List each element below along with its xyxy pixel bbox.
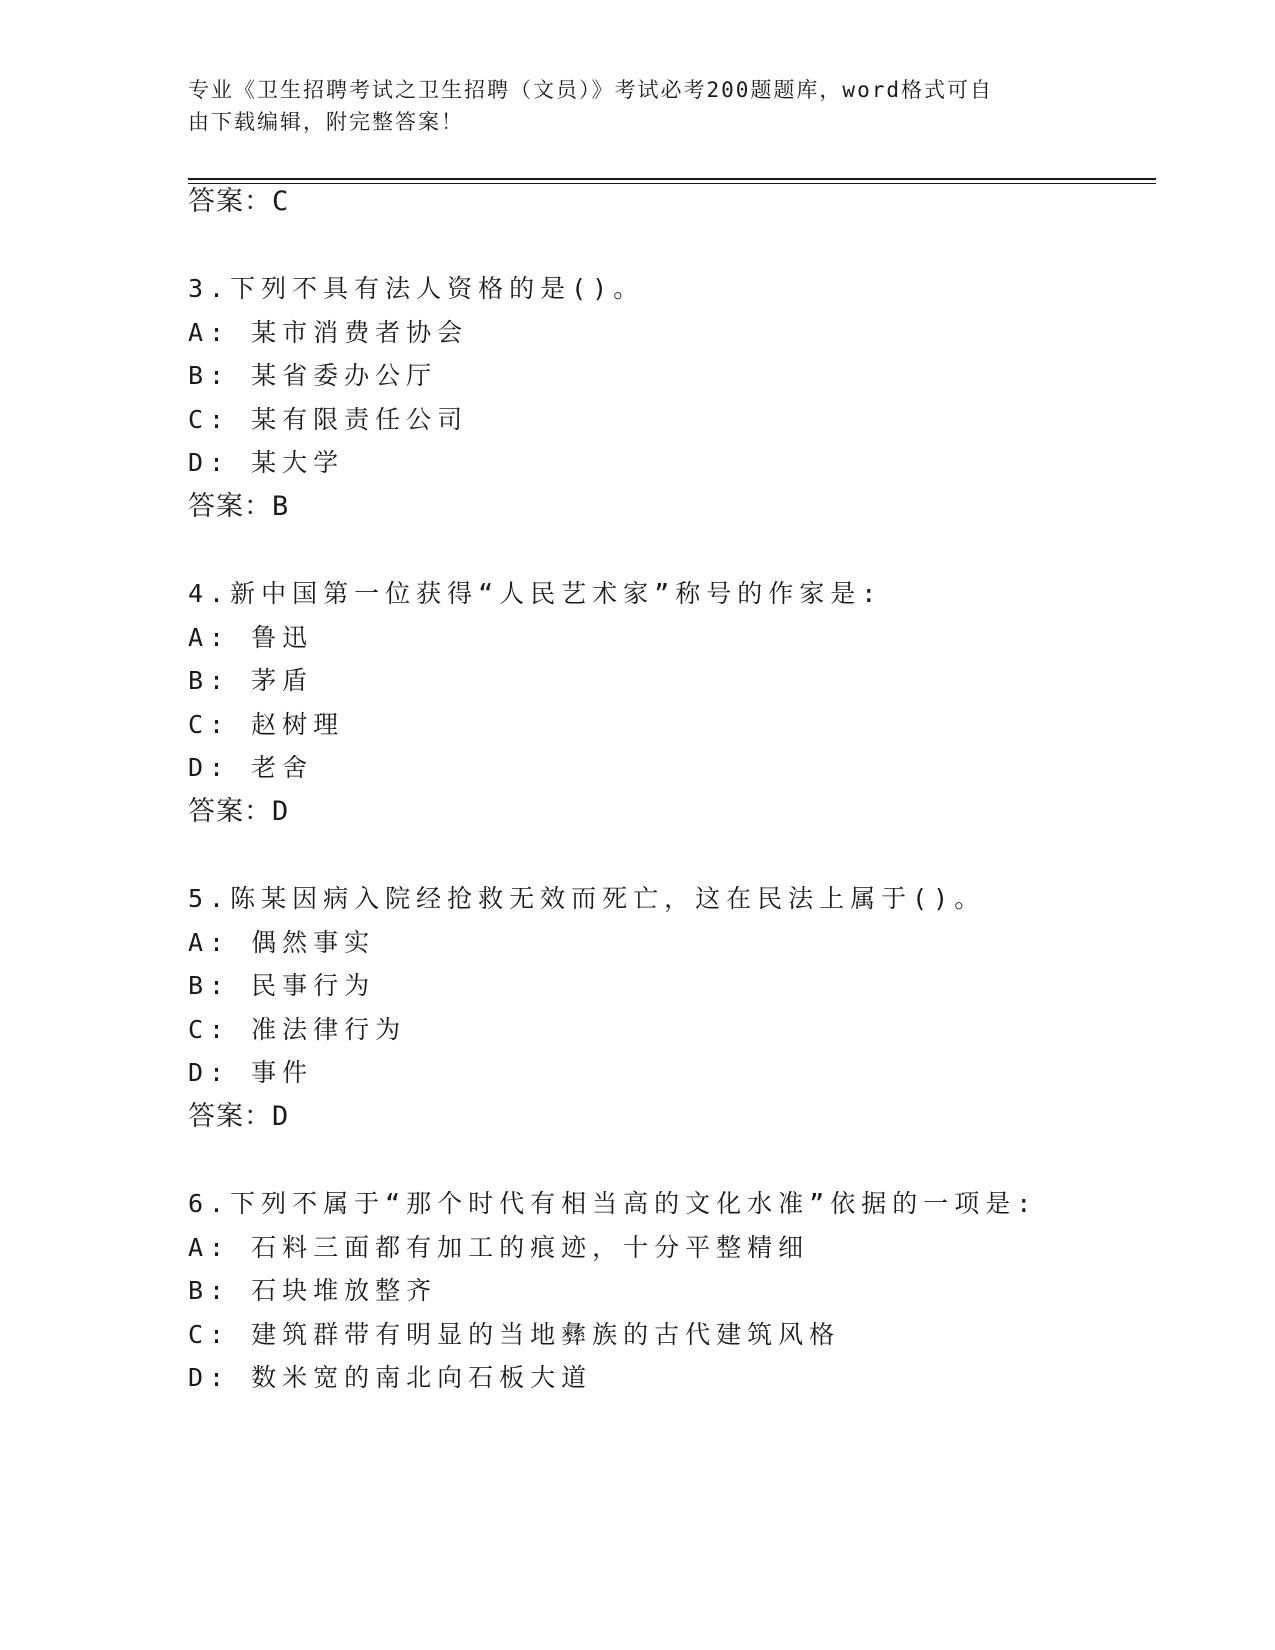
header-divider-thick (188, 178, 1156, 180)
question-5-option-b: B: 民事行为 (188, 971, 376, 1000)
header-divider-thin (188, 183, 1156, 184)
question-4-option-a: A: 鲁迅 (188, 623, 314, 652)
question-6-option-a: A: 石料三面都有加工的痕迹，十分平整精细 (188, 1233, 810, 1262)
question-4-option-b: B: 茅盾 (188, 666, 314, 695)
question-5-option-c: C: 准法律行为 (188, 1015, 407, 1044)
question-6-option-b: B: 石块堆放整齐 (188, 1276, 438, 1305)
question-3-option-a: A: 某市消费者协会 (188, 318, 469, 347)
question-3-option-c: C: 某有限责任公司 (188, 405, 469, 434)
question-5-option-a: A: 偶然事实 (188, 928, 376, 957)
previous-question-answer: 答案：C (188, 186, 290, 217)
document-header (188, 74, 1088, 138)
question-4-stem: 4.新中国第一位获得“人民艺术家”称号的作家是: (188, 579, 883, 608)
question-4-answer: 答案：D (188, 796, 290, 827)
question-3-option-d: D: 某大学 (188, 448, 345, 477)
question-3-stem: 3.下列不具有法人资格的是()。 (188, 274, 645, 303)
question-3-option-b: B: 某省委办公厅 (188, 361, 438, 390)
question-5-answer: 答案：D (188, 1101, 290, 1132)
question-6-option-c: C: 建筑群带有明显的当地彝族的古代建筑风格 (188, 1320, 841, 1349)
question-6-option-d: D: 数米宽的南北向石板大道 (188, 1363, 593, 1392)
header-line-1: 专业《卫生招聘考试之卫生招聘（文员）》考试必考200题题库，word格式可自 (188, 78, 993, 102)
question-6-stem: 6.下列不属于“那个时代有相当高的文化水准”依据的一项是: (188, 1189, 1038, 1218)
question-4-option-d: D: 老舍 (188, 753, 314, 782)
header-line-2: 由下载编辑，附完整答案！ (188, 110, 464, 134)
question-4-option-c: C: 赵树理 (188, 710, 345, 739)
question-5-stem: 5.陈某因病入院经抢救无效而死亡，这在民法上属于()。 (188, 884, 986, 913)
question-3-answer: 答案：B (188, 491, 290, 522)
question-5-option-d: D: 事件 (188, 1058, 314, 1087)
